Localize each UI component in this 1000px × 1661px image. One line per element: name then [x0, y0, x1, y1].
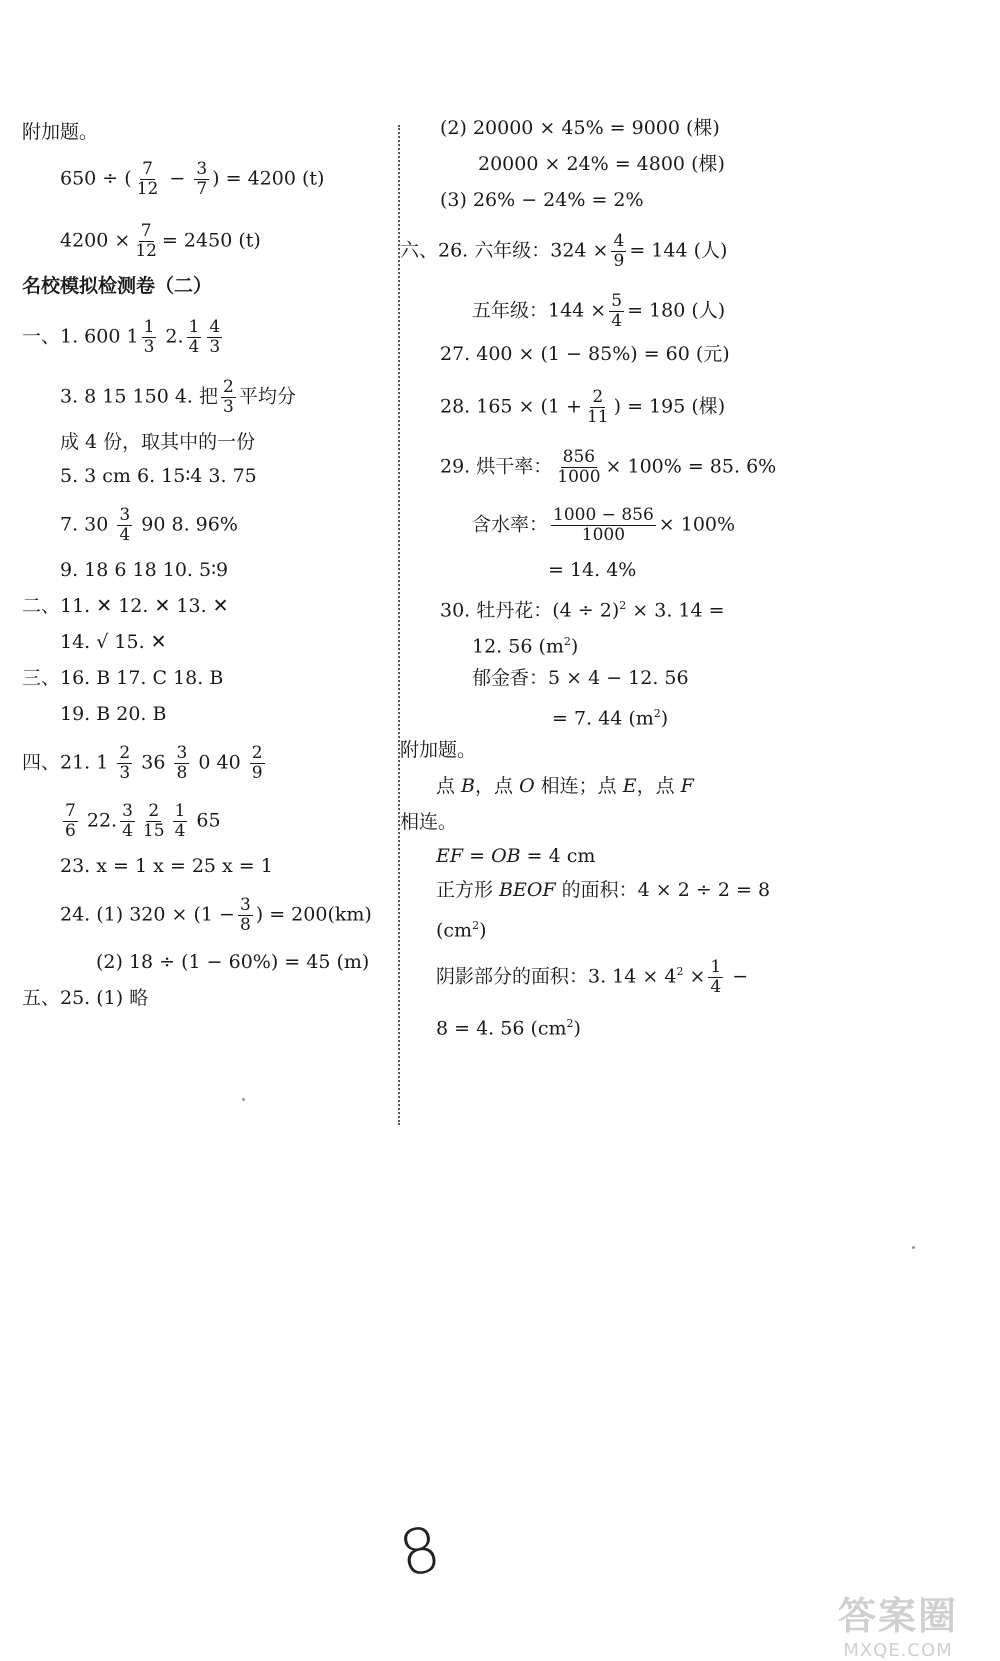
- answer-r3: (3) 26% − 24% = 2%: [440, 189, 644, 211]
- answer-r16: 点 B，点 O 相连；点 E，点 F: [436, 775, 694, 797]
- scan-speck: [242, 1098, 245, 1101]
- scan-speck: [912, 1246, 915, 1249]
- watermark-logo: 答案圈 MXQE.COM: [838, 1594, 959, 1661]
- answer-q21: 四、21. 1 $\frac{2}{3}$ 36 $\frac{3}{8}$ 0 40 $\frac{2}{9}$: [22, 743, 263, 783]
- answer-r13: 郁金香：5 × 4 − 12. 56: [472, 667, 689, 689]
- answer-q24-1: 24. (1) 320 × (1 − $\frac{3}{8}$ ) = 200(km): [60, 895, 372, 935]
- page-number-handwritten: 8: [392, 1511, 447, 1592]
- answer-r11: 30. 牡丹花：$(4 \div 2)^2 \times 3$. 14 =: [440, 599, 725, 622]
- column-divider: [398, 125, 400, 1125]
- answer-r9: 含水率： $\frac{1000 - 856}{1000}$ × 100%: [472, 505, 736, 545]
- appendix-line-1: 650 ÷ ( $\frac{7}{12}$ − $\frac{3}{7}$ ) = 4200 (t): [60, 159, 325, 199]
- answer-r17: 相连。: [400, 811, 458, 833]
- answer-r10: = 14. 4%: [548, 559, 637, 581]
- answer-r2: 20000 × 24% = 4800 (棵): [478, 153, 725, 175]
- answer-r19: 正方形 BEOF 的面积：4 × 2 ÷ 2 = 8: [436, 879, 771, 901]
- answer-q3: 3. 8 15 150 4. 把 $\frac{2}{3}$ 平均分: [60, 377, 296, 417]
- answer-q22: $\frac{7}{6}$ 22. $\frac{3}{4}$ $\frac{2}{15}$ $\frac{1}{4}$ 65: [65, 801, 221, 841]
- answer-r5: 五年级：144 × $\frac{5}{4}$ = 180 (人): [472, 291, 726, 331]
- appendix-line-2: 4200 × $\frac{7}{12}$ = 2450 (t): [60, 221, 261, 261]
- answer-r6: 27. 400 × (1 − 85%) = 60 (元): [440, 343, 730, 365]
- section-title: 名校模拟检测卷（二）: [22, 275, 213, 297]
- answer-q24-2: (2) 18 ÷ (1 − 60%) = 45 (m): [96, 951, 370, 973]
- answer-r8: 29. 烘干率： $\frac{856}{1000}$ × 100% = 85. 6%: [440, 447, 777, 487]
- answer-q7: 7. 30 $\frac{3}{4}$ 90 8. 96%: [60, 505, 238, 545]
- answer-q1: 一、1. 600 1 $\frac{1}{3}$ 2. $\frac{1}{4}$ $\frac{4}{3}$: [22, 317, 221, 357]
- answer-r14: = 7. 44 $(m^2)$: [552, 707, 669, 730]
- answer-q19: 19. B 20. B: [60, 703, 167, 725]
- answer-r7: 28. 165 × (1 + $\frac{2}{11}$ ) = 195 (棵): [440, 387, 726, 427]
- answer-r21: 阴影部分的面积：3. $14 \times 4^2$ × $\frac{1}{4}$ −: [436, 957, 749, 997]
- answer-q16: 三、16. B 17. C 18. B: [22, 667, 224, 689]
- answer-q11: 二、11. ✕ 12. ✕ 13. ✕: [22, 595, 229, 617]
- answer-r22: 8 = 4. 56 $(cm^2)$: [436, 1017, 581, 1040]
- answer-q4-cont: 成 4 份，取其中的一份: [60, 431, 256, 453]
- answer-q9: 9. 18 6 18 10. 5∶9: [60, 559, 229, 581]
- answer-r18: EF = OB = 4 cm: [436, 845, 596, 867]
- answer-r1: (2) 20000 × 45% = 9000 (棵): [440, 117, 720, 139]
- answer-r20: $(cm^2)$: [436, 919, 487, 942]
- appendix-title-right: 附加题。: [400, 739, 477, 761]
- answer-q23: 23. x = 1 x = 25 x = 1: [60, 855, 273, 877]
- answer-q14: 14. √ 15. ✕: [60, 631, 167, 653]
- answer-q5: 5. 3 cm 6. 15∶4 3. 75: [60, 465, 257, 487]
- answer-r4: 六、26. 六年级：324 × $\frac{4}{9}$ = 144 (人): [400, 231, 728, 271]
- answer-r12: 12. 56 $(m^2)$: [472, 635, 579, 658]
- answer-q25: 五、25. (1) 略: [22, 987, 149, 1009]
- appendix-title-left: 附加题。: [22, 121, 99, 143]
